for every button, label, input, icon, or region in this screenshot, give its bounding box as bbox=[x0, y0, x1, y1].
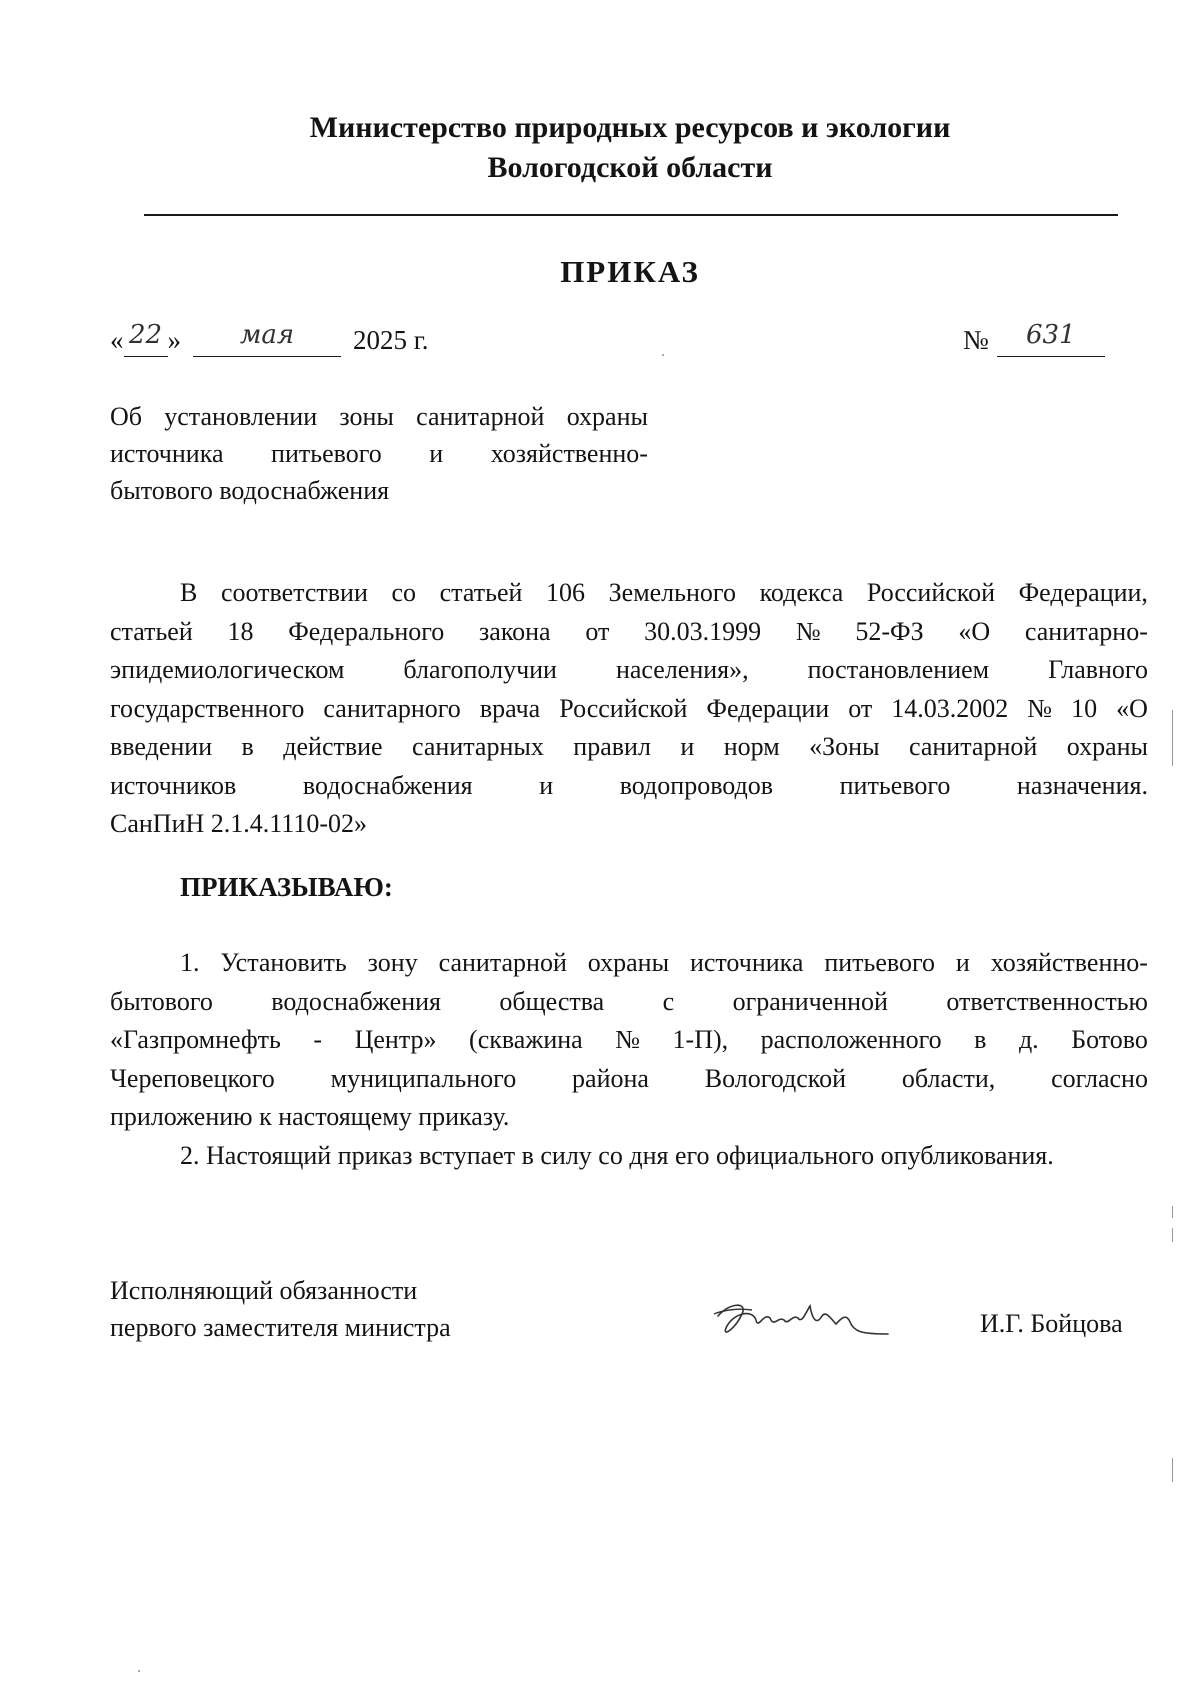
word: кодекса bbox=[759, 578, 844, 607]
word: 10 bbox=[1071, 693, 1098, 723]
word: хозяйственно- bbox=[990, 948, 1148, 977]
date-year: 2025 г. bbox=[353, 325, 429, 355]
word: Федерации bbox=[706, 693, 830, 723]
signatory-position bbox=[110, 1272, 451, 1346]
word: закона bbox=[479, 616, 551, 646]
word: № bbox=[1027, 693, 1053, 723]
word: действие bbox=[283, 732, 383, 761]
preamble-line bbox=[110, 574, 1148, 613]
order-items bbox=[110, 944, 1148, 1175]
word: источника bbox=[689, 948, 804, 977]
word: бытового bbox=[110, 986, 213, 1016]
date-month-field bbox=[193, 320, 341, 357]
word: Главного bbox=[1048, 655, 1148, 684]
word: в bbox=[974, 1025, 987, 1054]
word: от bbox=[585, 616, 610, 646]
preamble-line bbox=[110, 728, 1148, 767]
word: санитарного bbox=[323, 693, 461, 723]
word: 14.03.2002 bbox=[891, 693, 1009, 723]
subject-line: бытового водоснабжения bbox=[110, 476, 390, 505]
word: благополучии bbox=[403, 655, 557, 684]
scan-artifact bbox=[662, 354, 664, 356]
preamble-line bbox=[110, 651, 1148, 690]
word: от bbox=[848, 693, 873, 723]
item-line: 2. Настоящий приказ вступает в силу со дня его официального опубликования. bbox=[180, 1140, 1054, 1170]
scan-artifact bbox=[1172, 1206, 1173, 1218]
word: Земельного bbox=[608, 578, 736, 607]
ministry-line-2: Вологодской области bbox=[487, 151, 773, 184]
word: № bbox=[615, 1025, 641, 1054]
number-label: № bbox=[963, 325, 989, 355]
word: охраны bbox=[1066, 732, 1148, 761]
word: ограниченной bbox=[732, 986, 888, 1016]
preamble-line: СанПиН 2.1.4.1110-02» bbox=[110, 809, 367, 838]
item-line bbox=[110, 1021, 1148, 1060]
item-line bbox=[110, 1060, 1148, 1099]
word: врача bbox=[479, 693, 541, 723]
word: в bbox=[241, 732, 254, 761]
word: 30.03.1999 bbox=[644, 616, 762, 646]
word: с bbox=[662, 986, 675, 1016]
word: 1. bbox=[180, 948, 200, 977]
ministry-line-1: Министерство природных ресурсов и экологии bbox=[309, 111, 951, 144]
word: норм bbox=[723, 732, 780, 761]
word: д. bbox=[1018, 1025, 1039, 1054]
word: Об bbox=[110, 402, 143, 431]
item-line bbox=[110, 983, 1148, 1022]
word: «О bbox=[958, 616, 991, 646]
word: 52-ФЗ bbox=[855, 616, 924, 646]
word: санитарной bbox=[416, 402, 545, 431]
word: правил bbox=[573, 732, 651, 761]
word: муниципального bbox=[330, 1063, 517, 1093]
word: (скважина bbox=[469, 1025, 583, 1054]
word: зону bbox=[367, 948, 418, 977]
date-month-handwritten: мая bbox=[239, 320, 295, 350]
item-line: приложению к настоящему приказу. bbox=[110, 1102, 510, 1131]
number-handwritten: 631 bbox=[1025, 320, 1076, 350]
order-number bbox=[963, 320, 1105, 357]
word: санитарной bbox=[438, 948, 567, 977]
word: Российской bbox=[866, 578, 996, 607]
word: и bbox=[680, 732, 695, 761]
word: со bbox=[391, 578, 417, 607]
word: охраны bbox=[587, 948, 670, 977]
word: водоснабжения bbox=[271, 986, 441, 1016]
signatory-position-line-2: первого заместителя министра bbox=[110, 1313, 451, 1342]
word: населения», bbox=[615, 655, 749, 684]
word: охраны bbox=[566, 402, 648, 431]
order-heading: ПРИКАЗЫВАЮ: bbox=[180, 872, 393, 902]
scan-artifact bbox=[1172, 710, 1173, 766]
word: 1-П), bbox=[672, 1025, 729, 1054]
word: введении bbox=[110, 732, 213, 761]
word: водопроводов bbox=[619, 770, 774, 800]
date-close-quote: » bbox=[167, 325, 181, 355]
scan-artifact bbox=[1172, 1458, 1173, 1482]
word: и bbox=[429, 439, 444, 468]
subject-line bbox=[110, 398, 648, 435]
word: хозяйственно- bbox=[490, 439, 648, 468]
word: санитарной bbox=[909, 732, 1038, 761]
word: источников bbox=[110, 770, 237, 800]
preamble-line bbox=[110, 690, 1148, 729]
word: назначения. bbox=[1016, 770, 1148, 800]
word: Череповецкого bbox=[110, 1063, 275, 1093]
word: Центр» bbox=[354, 1025, 437, 1054]
word: № bbox=[795, 616, 821, 646]
word: питьевого bbox=[824, 948, 936, 977]
signatory-position-line-1: Исполняющий обязанности bbox=[110, 1276, 418, 1305]
signatory-name: И.Г. Бойцова bbox=[980, 1309, 1123, 1338]
word: Ботово bbox=[1071, 1025, 1148, 1054]
word: государственного bbox=[110, 693, 305, 723]
word: Федерального bbox=[288, 616, 445, 646]
word: ответственностью bbox=[946, 986, 1148, 1016]
word: В bbox=[180, 578, 198, 607]
word: «Зоны bbox=[809, 732, 880, 761]
item-line bbox=[110, 944, 1148, 983]
document-type-title: ПРИКАЗ bbox=[560, 254, 700, 289]
word: санитарных bbox=[412, 732, 544, 761]
word: района bbox=[572, 1063, 649, 1093]
word: зоны bbox=[339, 402, 394, 431]
word: общества bbox=[499, 986, 605, 1016]
subject-line bbox=[110, 435, 648, 472]
preamble-paragraph bbox=[110, 574, 1148, 844]
word: соответствии bbox=[220, 578, 368, 607]
word: и bbox=[955, 948, 970, 977]
word: согласно bbox=[1051, 1063, 1148, 1093]
word: эпидемиологическом bbox=[110, 655, 345, 684]
word: санитарно- bbox=[1024, 616, 1148, 646]
order-subject bbox=[110, 398, 648, 509]
word: расположенного bbox=[760, 1025, 942, 1054]
word: Установить bbox=[220, 948, 347, 977]
word: Вологодской bbox=[704, 1063, 847, 1093]
header-divider bbox=[144, 214, 1118, 216]
word: источника bbox=[110, 439, 224, 468]
date-day-handwritten: 22 bbox=[128, 320, 163, 350]
preamble-line bbox=[110, 613, 1148, 652]
scan-artifact bbox=[1172, 1228, 1173, 1242]
word: 18 bbox=[227, 616, 254, 646]
word: Российской bbox=[559, 693, 688, 723]
word: «О bbox=[1116, 693, 1148, 723]
handwritten-signature bbox=[712, 1298, 892, 1344]
word: питьевого bbox=[839, 770, 951, 800]
word: постановлением bbox=[807, 655, 990, 684]
word: установлении bbox=[164, 402, 318, 431]
scan-artifact bbox=[138, 1670, 140, 1672]
preamble-line bbox=[110, 767, 1148, 806]
word: «Газпромнефть bbox=[110, 1025, 281, 1054]
word: статьей bbox=[439, 578, 523, 607]
number-field bbox=[997, 320, 1105, 357]
word: Федерации, bbox=[1018, 578, 1148, 607]
word: статьей bbox=[110, 616, 193, 646]
word: и bbox=[539, 770, 554, 800]
word: 106 bbox=[546, 578, 586, 607]
word: питьевого bbox=[271, 439, 382, 468]
date-day-field bbox=[124, 320, 168, 357]
ministry-header bbox=[130, 108, 1130, 188]
date-open-quote: « bbox=[110, 325, 124, 355]
word: - bbox=[313, 1025, 323, 1054]
word: области, bbox=[901, 1063, 996, 1093]
word: водоснабжения bbox=[302, 770, 473, 800]
order-date bbox=[110, 320, 429, 357]
